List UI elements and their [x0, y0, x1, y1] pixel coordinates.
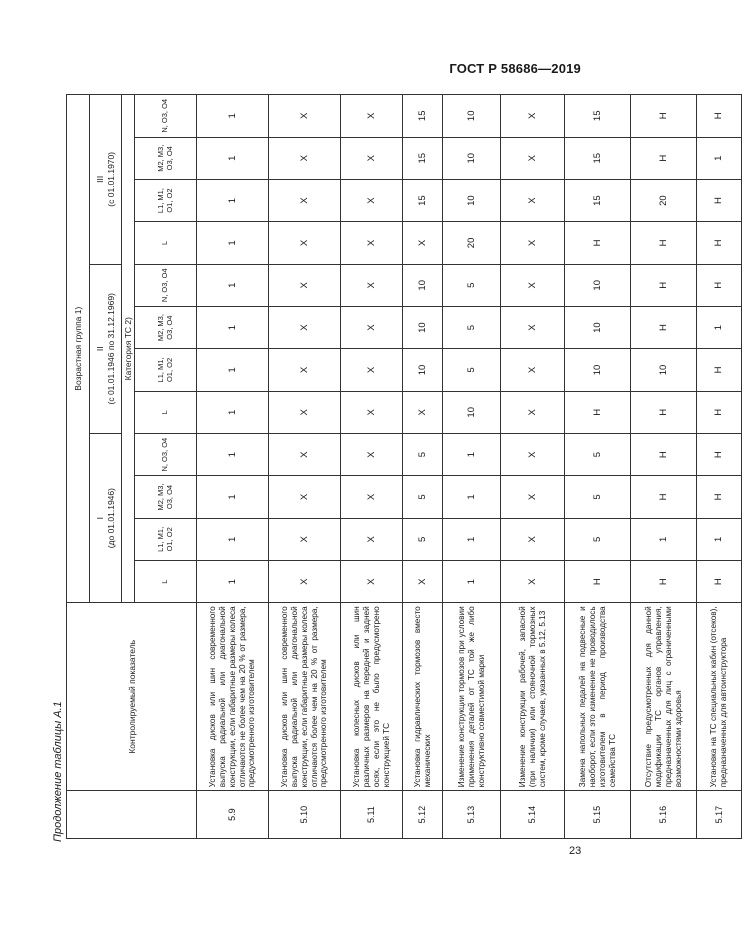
value-cell: X: [501, 433, 565, 475]
row-description: Установка дисков или шин современного выпуска радиальной или диагональной конструкции, если габаритные размеры колеса отличаются более чем на 20 % от размера, предусмотренного изготовителем: [269, 603, 341, 791]
value-cell: 1: [197, 264, 269, 306]
table-row: [403, 95, 443, 839]
value-cell: 10: [565, 264, 631, 306]
value-cell: 10: [443, 137, 501, 179]
category-cell: N, O3, O4: [135, 433, 197, 475]
row-description: Установка дисков или шин современного выпуска радиальной или диагональной конструкции, если габаритные размеры колеса отличаются не более чем на 20 % от размера, предусмотренного изготовителем: [197, 603, 269, 791]
value-cell: X: [341, 264, 403, 306]
value-cell: 1: [197, 561, 269, 603]
category-cell: N, O3, O4: [135, 95, 197, 138]
value-cell: 1: [197, 349, 269, 391]
value-cell: 10: [443, 391, 501, 433]
value-cell: 15: [565, 95, 631, 138]
category-cell: M2, M3, O3, O4: [135, 476, 197, 518]
value-cell: 1: [197, 306, 269, 348]
value-cell: Н: [631, 264, 697, 306]
value-cell: 1: [443, 561, 501, 603]
category-cell: N, O3, O4: [135, 264, 197, 306]
value-cell: X: [341, 222, 403, 264]
value-cell: 5: [443, 264, 501, 306]
value-cell: 15: [565, 137, 631, 179]
value-cell: X: [403, 391, 443, 433]
row-description: Замена напольных педалей на подвесные и наоборот, если это изменение не проводилось изготовителем в период производства семейства ТС: [565, 603, 631, 791]
table-row: [197, 95, 269, 839]
document-header: ГОСТ Р 58686—2019: [449, 61, 581, 76]
value-cell: 1: [197, 95, 269, 138]
row-number: 5.15: [565, 791, 631, 839]
value-cell: Н: [697, 179, 742, 221]
value-cell: X: [269, 349, 341, 391]
table-caption: Продолжение таблицы А.1: [52, 701, 64, 842]
row-number: 5.11: [341, 791, 403, 839]
value-cell: X: [269, 222, 341, 264]
value-cell: X: [501, 137, 565, 179]
rotated-table-container: [66, 94, 729, 839]
value-cell: 10: [631, 349, 697, 391]
row-number: 5.12: [403, 791, 443, 839]
value-cell: X: [341, 306, 403, 348]
table-body: [197, 95, 742, 839]
value-cell: Н: [697, 476, 742, 518]
value-cell: 10: [403, 349, 443, 391]
value-cell: X: [501, 264, 565, 306]
row-number: 5.10: [269, 791, 341, 839]
value-cell: 20: [631, 179, 697, 221]
value-cell: X: [341, 433, 403, 475]
value-cell: Н: [631, 433, 697, 475]
value-cell: X: [269, 476, 341, 518]
value-cell: X: [269, 306, 341, 348]
value-cell: 5: [565, 476, 631, 518]
value-cell: 20: [443, 222, 501, 264]
value-cell: X: [269, 518, 341, 560]
row-number: 5.14: [501, 791, 565, 839]
value-cell: 1: [631, 518, 697, 560]
value-cell: 15: [565, 179, 631, 221]
value-cell: Н: [631, 222, 697, 264]
category-cell: M2, M3, O3, O4: [135, 137, 197, 179]
table-row: [697, 95, 742, 839]
value-cell: X: [341, 349, 403, 391]
value-cell: 5: [403, 518, 443, 560]
value-cell: Н: [565, 391, 631, 433]
value-cell: X: [403, 222, 443, 264]
value-cell: 10: [565, 306, 631, 348]
value-cell: 5: [565, 433, 631, 475]
value-cell: 10: [565, 349, 631, 391]
value-cell: Н: [697, 264, 742, 306]
value-cell: Н: [631, 95, 697, 138]
value-cell: X: [501, 306, 565, 348]
value-cell: 1: [197, 433, 269, 475]
value-cell: 5: [403, 476, 443, 518]
value-cell: X: [269, 561, 341, 603]
value-cell: Н: [697, 391, 742, 433]
value-cell: 10: [403, 264, 443, 306]
value-cell: X: [269, 433, 341, 475]
value-cell: 1: [697, 137, 742, 179]
page-number: 23: [569, 845, 582, 857]
category-cell: L1, M1, O1, O2: [135, 179, 197, 221]
row-description: Отсутствие предусмотренных для данной модификации ТС органов управления, предназначенных для лиц с ограниченными возможностями здоровья: [631, 603, 697, 791]
row-description: Установка гидравлических тормозов вместо механических: [403, 603, 443, 791]
value-cell: Н: [631, 561, 697, 603]
row-number: 5.9: [197, 791, 269, 839]
row-description: Изменение конструкции рабочей, запасной (при наличии) или стояночной тормозных систем, кроме случаев, указанных в 5.12, 5.13: [501, 603, 565, 791]
group-ii-header: II (с 01.01.1946 по 31.12.1969): [90, 264, 122, 433]
row-description: Установка колесных дисков или шин различных размеров на передней и задней осях, если это не было предусмотрено конструкцией ТС: [341, 603, 403, 791]
value-cell: X: [501, 95, 565, 138]
row-number: 5.17: [697, 791, 742, 839]
value-cell: Н: [697, 222, 742, 264]
value-cell: Н: [697, 349, 742, 391]
value-cell: 1: [197, 518, 269, 560]
table-row: [341, 95, 403, 839]
value-cell: X: [269, 264, 341, 306]
value-cell: 1: [443, 476, 501, 518]
group-iii-header: III (с 01.01.1970): [90, 95, 122, 265]
value-cell: X: [341, 391, 403, 433]
col-num-header: [67, 791, 197, 839]
value-cell: 15: [403, 95, 443, 138]
value-cell: X: [269, 179, 341, 221]
value-cell: X: [269, 391, 341, 433]
category-cell: L1, M1, O1, O2: [135, 349, 197, 391]
value-cell: 1: [197, 476, 269, 518]
value-cell: Н: [631, 306, 697, 348]
value-cell: 5: [403, 433, 443, 475]
value-cell: X: [341, 561, 403, 603]
value-cell: 15: [403, 137, 443, 179]
value-cell: Н: [565, 561, 631, 603]
value-cell: X: [403, 561, 443, 603]
value-cell: X: [341, 476, 403, 518]
table-row: [501, 95, 565, 839]
value-cell: X: [501, 391, 565, 433]
table-row: [565, 95, 631, 839]
value-cell: 10: [403, 306, 443, 348]
value-cell: 1: [443, 433, 501, 475]
value-cell: 15: [403, 179, 443, 221]
category-cell: L: [135, 391, 197, 433]
value-cell: 5: [565, 518, 631, 560]
category-header: Категория ТС 2): [122, 95, 135, 603]
value-cell: X: [269, 95, 341, 138]
col-indicator-header: Контролируемый показатель: [67, 603, 197, 791]
value-cell: X: [269, 137, 341, 179]
value-cell: Н: [631, 391, 697, 433]
table-row: [269, 95, 341, 839]
value-cell: Н: [697, 95, 742, 138]
value-cell: X: [341, 137, 403, 179]
value-cell: X: [501, 179, 565, 221]
table-row: [443, 95, 501, 839]
value-cell: X: [501, 561, 565, 603]
row-description: Изменение конструкции тормозов при условии применения деталей от ТС той же либо конструктивно совместимой марки: [443, 603, 501, 791]
value-cell: 1: [697, 306, 742, 348]
value-cell: Н: [697, 433, 742, 475]
value-cell: X: [341, 179, 403, 221]
value-cell: X: [501, 222, 565, 264]
category-cell: L: [135, 222, 197, 264]
table-row: [631, 95, 697, 839]
value-cell: 1: [443, 518, 501, 560]
group-i-header: I (до 01.01.1946): [90, 433, 122, 602]
value-cell: 10: [443, 95, 501, 138]
value-cell: Н: [565, 222, 631, 264]
value-cell: 1: [197, 179, 269, 221]
value-cell: 5: [443, 349, 501, 391]
category-cell: M2, M3, O3, O4: [135, 306, 197, 348]
row-number: 5.16: [631, 791, 697, 839]
value-cell: X: [341, 95, 403, 138]
value-cell: X: [501, 476, 565, 518]
value-cell: 1: [197, 137, 269, 179]
value-cell: 1: [697, 518, 742, 560]
category-cell: L: [135, 561, 197, 603]
value-cell: 1: [197, 391, 269, 433]
value-cell: X: [501, 518, 565, 560]
value-cell: Н: [697, 561, 742, 603]
requirements-table: [66, 94, 742, 839]
value-cell: X: [341, 518, 403, 560]
age-group-header: Возрастная группа 1): [67, 95, 90, 603]
value-cell: X: [501, 349, 565, 391]
row-number: 5.13: [443, 791, 501, 839]
row-description: Установка на ТС специальных кабин (отсеков), предназначенных для автоинструктора: [697, 603, 742, 791]
value-cell: 1: [197, 222, 269, 264]
value-cell: 10: [443, 179, 501, 221]
category-cell: L1, M1, O1, O2: [135, 518, 197, 560]
value-cell: Н: [631, 137, 697, 179]
value-cell: Н: [631, 476, 697, 518]
value-cell: 5: [443, 306, 501, 348]
